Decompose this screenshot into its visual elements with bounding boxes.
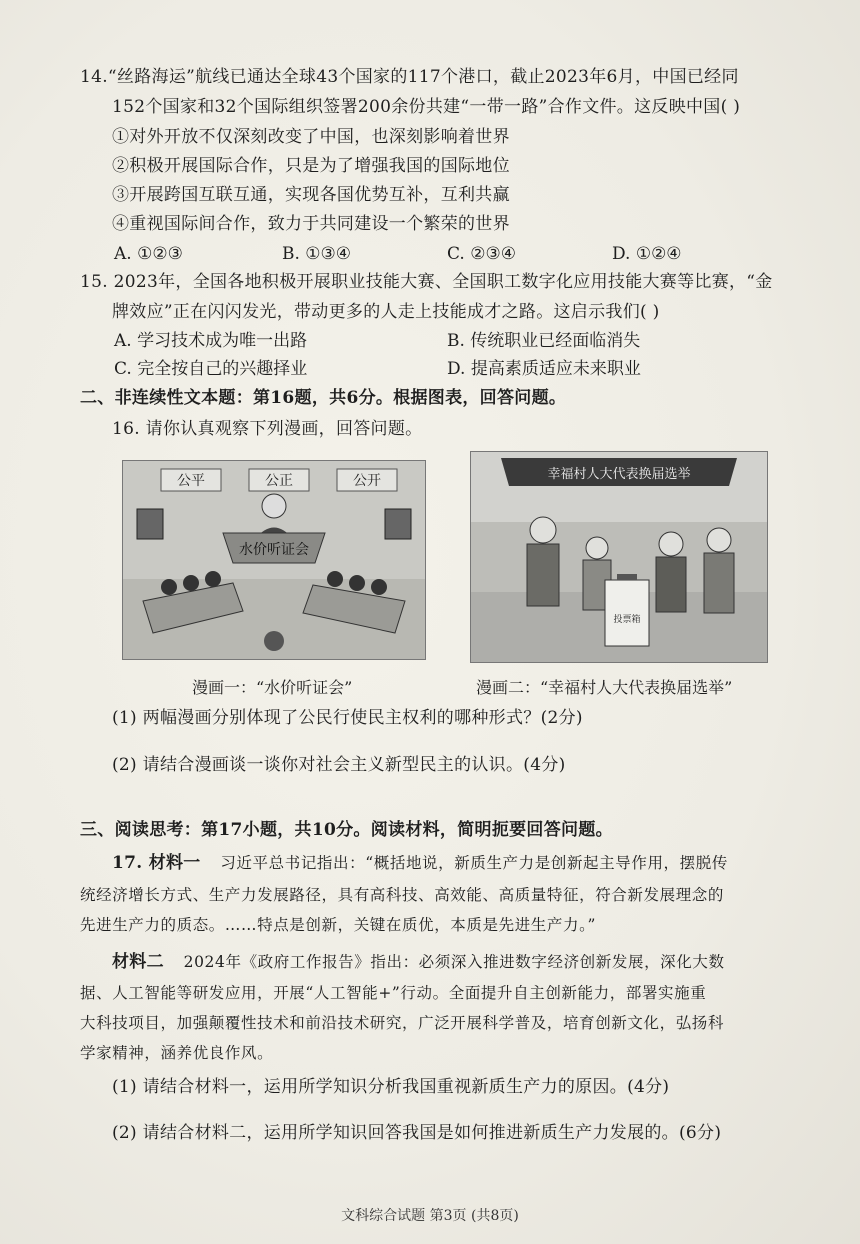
sign-justice: 公正: [265, 473, 293, 489]
election-banner: 幸福村人大代表换届选举: [547, 467, 691, 482]
ballot-box-label: 投票箱: [613, 615, 641, 625]
page-footer: 文科综合试题 第3页 (共8页): [341, 1208, 519, 1224]
material1-label: 17. 材料一: [112, 853, 201, 873]
q15-stem-line1: 15. 2023年，全国各地积极开展职业技能大赛、全国职工数字化应用技能大赛等比赛，“金: [80, 272, 773, 292]
q14-stem-line2: 152个国家和32个国际组织签署200余份共建“一带一路”合作文件。这反映中国( ): [112, 97, 741, 117]
q14-option-a: A. ①②③: [114, 244, 183, 264]
hearing-banner: 水价听证会: [239, 542, 309, 558]
cartoon-water-price-hearing: [122, 460, 426, 660]
q14-option-b: B. ①③④: [282, 244, 352, 264]
material2-label: 材料二: [112, 952, 164, 972]
q15-option-d: D. 提高素质适应未来职业: [447, 359, 641, 379]
q15-option-a: A. 学习技术成为唯一出路: [114, 331, 308, 351]
q14-item-1: ①对外开放不仅深刻改变了中国，也深刻影响着世界: [112, 127, 510, 147]
material1-text: 习近平总书记指出：“概括地说，新质生产力是创新起主导作用，摆脱传: [220, 854, 728, 872]
sign-openness: 公开: [353, 473, 381, 489]
material2-text: 2024年《政府工作报告》指出：必须深入推进数字经济创新发展，深化大数: [183, 953, 725, 971]
material1-line1: [112, 852, 728, 874]
q14-item-4: ④重视国际间合作，致力于共同建设一个繁荣的世界: [112, 214, 510, 234]
material1-line2: 统经济增长方式、生产力发展路径，具有高科技、高效能、高质量特征，符合新发展理念的: [80, 886, 725, 904]
q16-sub1: (1) 两幅漫画分别体现了公民行使民主权利的哪种形式？(2分): [112, 708, 583, 728]
sign-fairness: 公平: [177, 473, 205, 489]
q16-intro: 16. 请你认真观察下列漫画，回答问题。: [112, 419, 423, 439]
material2-line3: 大科技项目，加强颠覆性技术和前沿技术研究，广泛开展科学普及，培育创新文化，弘扬科: [80, 1014, 725, 1032]
cartoon-village-election: [470, 451, 768, 663]
q15-option-b: B. 传统职业已经面临消失: [447, 331, 641, 351]
material2-line1: [112, 951, 725, 973]
q16-sub2: (2) 请结合漫画谈一谈你对社会主义新型民主的认识。(4分): [112, 755, 566, 775]
material2-line2: 据、人工智能等研发应用，开展“人工智能+”行动。全面提升自主创新能力，部署实施重: [80, 984, 707, 1002]
q14-item-2: ②积极开展国际合作，只是为了增强我国的国际地位: [112, 156, 510, 176]
hearing-illustration: [123, 461, 425, 659]
q15-option-c: C. 完全按自己的兴趣择业: [114, 359, 308, 379]
q14-stem-line1: 14.“丝路海运”航线已通达全球43个国家的117个港口，截止2023年6月，中国已经同: [80, 67, 739, 87]
cartoon2-caption: 漫画二：“幸福村人大代表换届选举”: [476, 678, 733, 697]
q14-item-3: ③开展跨国互联互通，实现各国优势互补，互利共赢: [112, 185, 510, 205]
q14-option-d: D. ①②④: [612, 244, 682, 264]
q17-sub2: (2) 请结合材料二，运用所学知识回答我国是如何推进新质生产力发展的。(6分): [112, 1123, 722, 1143]
election-illustration: [471, 452, 767, 662]
q17-sub1: (1) 请结合材料一，运用所学知识分析我国重视新质生产力的原因。(4分): [112, 1077, 670, 1097]
material2-line4: 学家精神，涵养优良作风。: [80, 1044, 274, 1062]
q15-stem-line2: 牌效应”正在闪闪发光，带动更多的人走上技能成才之路。这启示我们( ): [112, 302, 660, 322]
section2-heading: 二、非连续性文本题：第16题，共6分。根据图表，回答问题。: [80, 388, 567, 408]
q14-option-c: C. ②③④: [447, 244, 516, 264]
cartoon1-caption: 漫画一：“水价听证会”: [192, 678, 353, 697]
section3-heading: 三、阅读思考：第17小题，共10分。阅读材料，简明扼要回答问题。: [80, 820, 613, 840]
material1-line3: 先进生产力的质态。……特点是创新，关键在质优，本质是先进生产力。”: [80, 916, 596, 934]
